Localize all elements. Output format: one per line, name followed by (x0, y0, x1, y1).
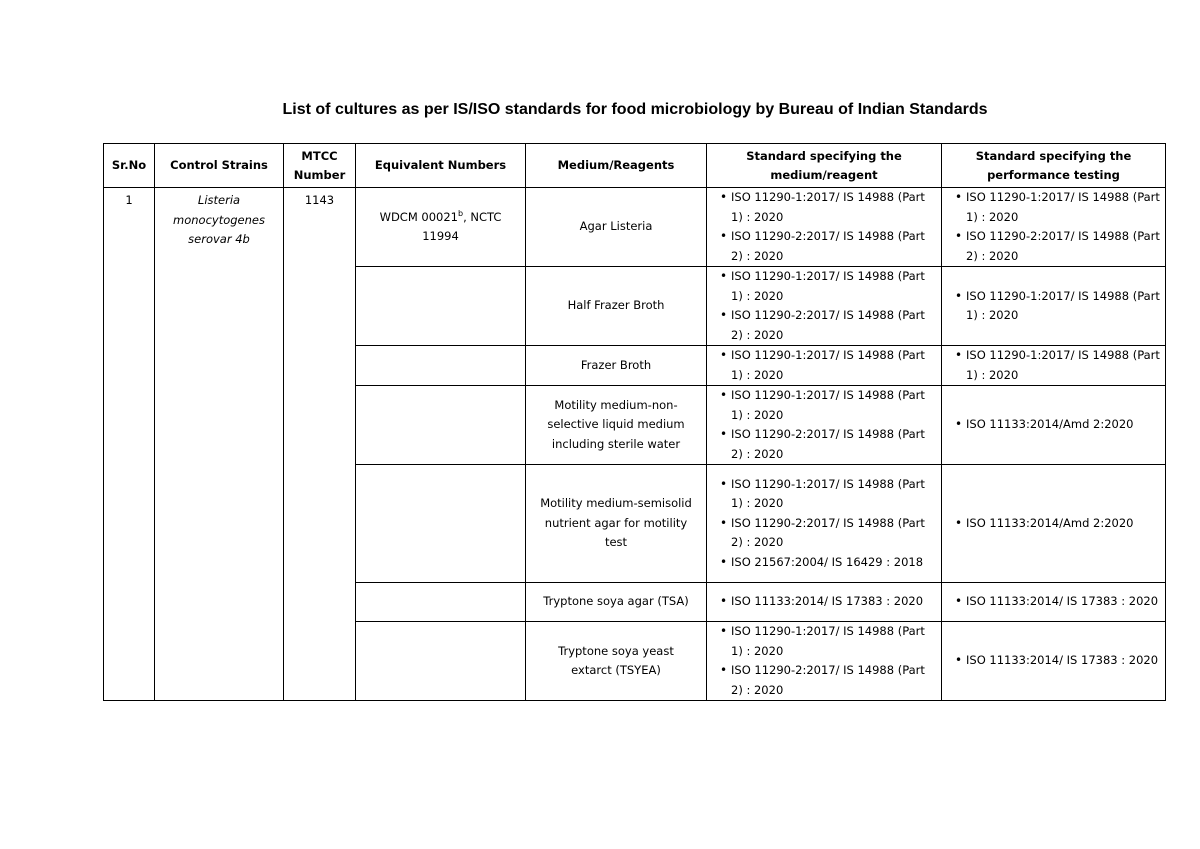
cell-standard-performance (942, 346, 1166, 386)
standard-list (950, 188, 1161, 266)
table-row (104, 188, 1166, 267)
cell-standard-performance (942, 188, 1166, 267)
standard-list (715, 188, 937, 266)
standard-list (715, 346, 937, 385)
standard-item: • ISO 11290-2:2017/ IS 14988 (Part 2) : 2020 (731, 661, 937, 700)
cell-medium: Tryptone soya yeast extarct (TSYEA) (526, 622, 707, 701)
standard-item: • ISO 11133:2014/Amd 2:2020 (966, 514, 1161, 534)
cell-medium: Motility medium-semisolid nutrient agar for motility test (526, 465, 707, 583)
cell-standard-performance (942, 386, 1166, 465)
header-standard-medium: Standard specifying the medium/reagent (707, 144, 942, 188)
cell-standard-medium (707, 267, 942, 346)
header-row (104, 144, 1166, 188)
cell-medium: Motility medium-non-selective liquid medium including sterile water (526, 386, 707, 465)
cell-medium: Tryptone soya agar (TSA) (526, 583, 707, 622)
standard-list (715, 386, 937, 464)
cell-standard-performance (942, 622, 1166, 701)
mtcc-value: 1143 (304, 193, 335, 207)
page-title: List of cultures as per IS/ISO standards for food microbiology by Bureau of Indian Standards (282, 101, 988, 118)
standard-item: • ISO 11290-2:2017/ IS 14988 (Part 2) : 2020 (731, 227, 937, 266)
cell-equivalent-empty (356, 465, 526, 583)
cell-standard-medium (707, 386, 942, 465)
standard-item: • ISO 11290-1:2017/ IS 14988 (Part 1) : 2020 (731, 386, 937, 425)
standard-list (950, 415, 1161, 435)
cell-equivalent-numbers (356, 188, 526, 267)
standard-item: • ISO 11290-2:2017/ IS 14988 (Part 2) : 2020 (731, 514, 937, 553)
standard-item: • ISO 11133:2014/ IS 17383 : 2020 (966, 651, 1161, 671)
standard-list (950, 346, 1161, 385)
standard-item: • ISO 11133:2014/ IS 17383 : 2020 (966, 592, 1161, 612)
cell-equivalent-empty (356, 386, 526, 465)
standard-item: • ISO 11290-1:2017/ IS 14988 (Part 1) : 2020 (731, 475, 937, 514)
standard-item: • ISO 11290-2:2017/ IS 14988 (Part 2) : 2020 (966, 227, 1161, 266)
cell-standard-medium (707, 622, 942, 701)
strain-name: Listeria monocytogenes serovar 4b (173, 193, 265, 246)
srno-value: 1 (125, 193, 133, 207)
standard-item: • ISO 11290-1:2017/ IS 14988 (Part 1) : 2020 (966, 287, 1161, 326)
standard-list (715, 622, 937, 700)
standard-item: • ISO 11290-1:2017/ IS 14988 (Part 1) : 2020 (731, 346, 937, 385)
cell-control-strain (155, 188, 284, 701)
cell-equivalent-empty (356, 346, 526, 386)
equivalent-wdcm: WDCM 00021 (379, 209, 458, 224)
cell-standard-medium (707, 583, 942, 622)
header-medium-reagents: Medium/Reagents (526, 144, 707, 188)
standard-list (950, 592, 1161, 612)
standard-list (950, 514, 1161, 534)
cell-equivalent-empty (356, 267, 526, 346)
standard-list (715, 267, 937, 345)
cell-standard-performance (942, 465, 1166, 583)
cell-equivalent-empty (356, 583, 526, 622)
cell-standard-performance (942, 267, 1166, 346)
cell-standard-medium (707, 346, 942, 386)
header-equivalent-numbers: Equivalent Numbers (356, 144, 526, 188)
standard-item: • ISO 21567:2004/ IS 16429 : 2018 (731, 553, 937, 573)
standard-item: • ISO 11133:2014/ IS 17383 : 2020 (731, 592, 937, 612)
cell-equivalent-empty (356, 622, 526, 701)
cell-medium: Frazer Broth (526, 346, 707, 386)
cell-standard-performance (942, 583, 1166, 622)
standard-item: • ISO 11290-1:2017/ IS 14988 (Part 1) : 2020 (966, 188, 1161, 227)
cell-srno (104, 188, 155, 701)
standard-item: • ISO 11290-2:2017/ IS 14988 (Part 2) : 2020 (731, 306, 937, 345)
equivalent-superscript: b (458, 208, 464, 218)
standard-item: • ISO 11290-2:2017/ IS 14988 (Part 2) : 2020 (731, 425, 937, 464)
standard-item: • ISO 11290-1:2017/ IS 14988 (Part 1) : 2020 (966, 346, 1161, 385)
header-standard-performance: Standard specifying the performance testing (942, 144, 1166, 188)
header-srno: Sr.No (104, 144, 155, 188)
cell-medium: Agar Listeria (526, 188, 707, 267)
header-mtcc-number: MTCC Number (284, 144, 356, 188)
standard-item: • ISO 11290-1:2017/ IS 14988 (Part 1) : 2020 (731, 267, 937, 306)
cell-standard-medium (707, 188, 942, 267)
standard-item: • ISO 11133:2014/Amd 2:2020 (966, 415, 1161, 435)
standard-item: • ISO 11290-1:2017/ IS 14988 (Part 1) : 2020 (731, 188, 937, 227)
standard-list (715, 592, 937, 612)
header-control-strains: Control Strains (155, 144, 284, 188)
standard-list (950, 651, 1161, 671)
cultures-table (103, 143, 1166, 701)
equivalent-nctc: , NCTC 11994 (422, 209, 502, 243)
standard-list (950, 287, 1161, 326)
standard-item: • ISO 11290-1:2017/ IS 14988 (Part 1) : 2020 (731, 622, 937, 661)
cell-medium: Half Frazer Broth (526, 267, 707, 346)
standard-list (715, 475, 937, 573)
cell-mtcc-number (284, 188, 356, 701)
cell-standard-medium (707, 465, 942, 583)
